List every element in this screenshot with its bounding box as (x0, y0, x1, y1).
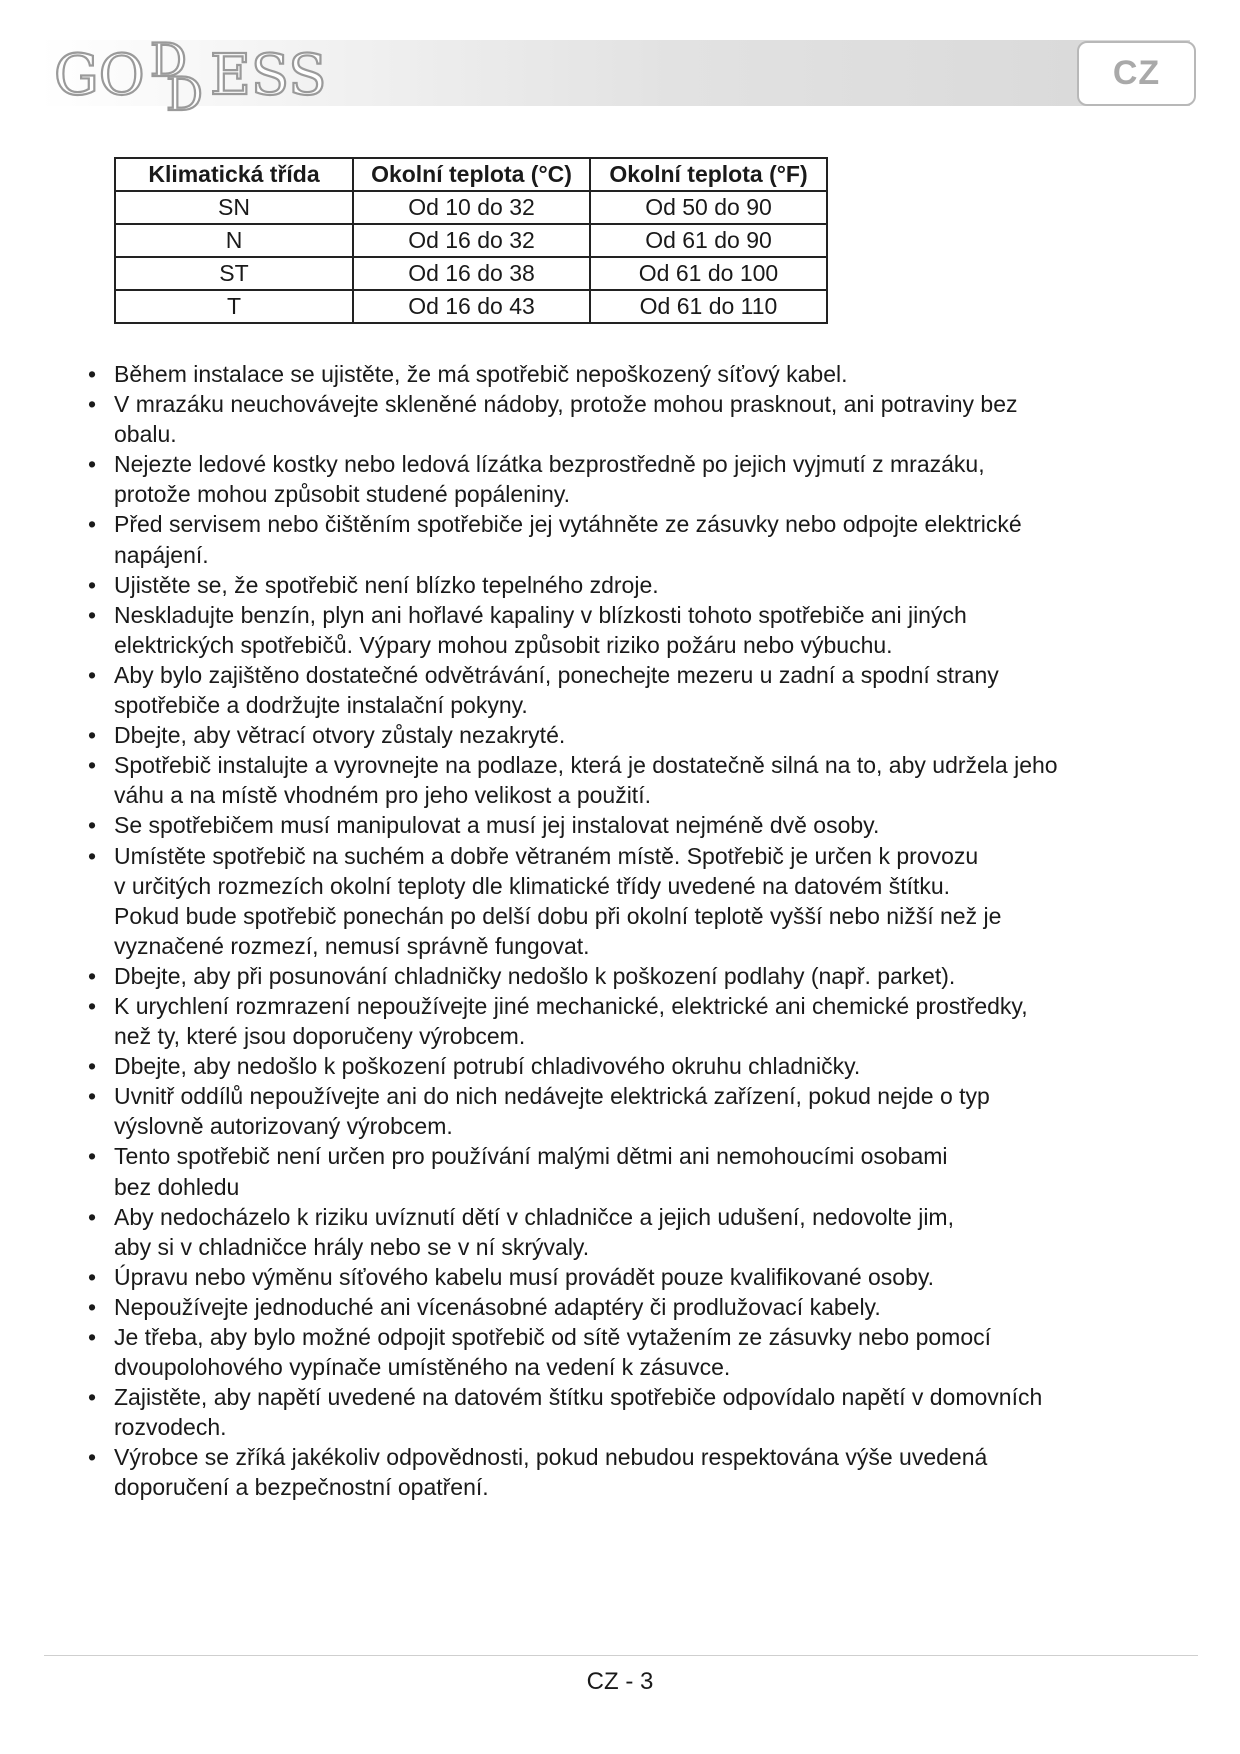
list-item-text: elektrických spotřebičů. Výpary mohou způsobit riziko požáru nebo výbuchu. (114, 631, 893, 658)
bullet-icon: • (88, 1203, 97, 1230)
list-item-text: bez dohledu (114, 1173, 240, 1200)
bullet-icon: • (88, 962, 97, 989)
bullet-icon: • (88, 1263, 97, 1290)
list-item (84, 1442, 1194, 1502)
list-item-text: Aby nedocházelo k riziku uvíznutí dětí v chladničce a jejich udušení, nedovolte jim, (114, 1203, 954, 1230)
bullet-icon: • (88, 1384, 97, 1411)
bullet-icon: • (88, 451, 97, 478)
table-cell: Od 61 do 100 (590, 257, 827, 290)
table-cell: Od 16 do 38 (353, 257, 590, 290)
table-cell: Od 16 do 43 (353, 290, 590, 323)
table-cell: Od 61 do 90 (590, 224, 827, 257)
climate-class-table (114, 157, 828, 324)
table-header-row (115, 158, 827, 191)
table-cell: Od 16 do 32 (353, 224, 590, 257)
bullet-icon: • (88, 1083, 97, 1110)
bullet-icon: • (88, 1053, 97, 1080)
list-item (84, 961, 1194, 991)
list-item (84, 1382, 1194, 1442)
table-cell: T (115, 290, 353, 323)
footer-divider (44, 1655, 1198, 1656)
list-item-text: Je třeba, aby bylo možné odpojit spotřebič od sítě vytažením ze zásuvky nebo pomocí (114, 1324, 992, 1350)
safety-warnings-list (84, 359, 1194, 1503)
list-item-text: rozvodech. (114, 1414, 227, 1441)
list-item-text: Umístěte spotřebič na suchém a dobře větraném místě. Spotřebič je určen k provozu (114, 842, 979, 869)
table-row (115, 257, 827, 290)
list-item-text: napájení. (114, 541, 209, 568)
list-item-text: Zajistěte, aby napětí uvedené na datovém štítku spotřebiče odpovídalo napětí v domovních (114, 1384, 1043, 1411)
list-item-text: Dbejte, aby při posunování chladničky nedošlo k poškození podlahy (např. parket). (114, 962, 956, 989)
list-item (84, 1081, 1194, 1141)
list-item-text: v určitých rozmezích okolní teploty dle klimatické třídy uvedené na datovém štítku. (114, 872, 951, 899)
list-item (84, 1141, 1194, 1201)
svg-text:ESS: ESS (210, 43, 327, 108)
list-item-text: Aby bylo zajištěno dostatečné odvětrávání, ponechejte mezeru u zadní a spodní strany (114, 661, 999, 688)
list-item-text: Tento spotřebič není určen pro používání malými dětmi ani nemohoucími osobami (114, 1143, 948, 1170)
list-item-text: Během instalace se ujistěte, že má spotřebič nepoškozený síťový kabel. (114, 361, 848, 387)
language-tab: CZ (1077, 41, 1196, 106)
list-item-text: Neskladujte benzín, plyn ani hořlavé kapaliny v blízkosti tohoto spotřebiče ani jiných (114, 601, 967, 628)
bullet-icon: • (88, 511, 97, 538)
column-header: Klimatická třída (115, 158, 353, 191)
table-cell: SN (115, 191, 353, 224)
list-item-text: vyznačené rozmezí, nemusí správně fungovat. (114, 932, 590, 959)
list-item (84, 449, 1194, 509)
table-cell: Od 10 do 32 (353, 191, 590, 224)
list-item (84, 1262, 1194, 1292)
column-header: Okolní teplota (°C) (353, 158, 590, 191)
brand-logo (54, 36, 354, 116)
list-item-text: V mrazáku neuchovávejte skleněné nádoby, protože mohou prasknout, ani potraviny bez (114, 391, 1018, 418)
table-row (115, 224, 827, 257)
list-item (84, 1051, 1194, 1081)
list-item (84, 720, 1194, 750)
table-cell: ST (115, 257, 353, 290)
list-item (84, 389, 1194, 449)
list-item (84, 841, 1194, 961)
list-item-text: Dbejte, aby nedošlo k poškození potrubí chladivového okruhu chladničky. (114, 1053, 861, 1080)
list-item-text: Se spotřebičem musí manipulovat a musí jej instalovat nejméně dvě osoby. (114, 812, 880, 839)
bullet-icon: • (88, 571, 97, 598)
bullet-icon: • (88, 722, 97, 749)
list-item-text: obalu. (114, 421, 177, 448)
list-item-text: Ujistěte se, že spotřebič není blízko tepelného zdroje. (114, 571, 659, 598)
list-item-text: protože mohou způsobit studené popáleniny. (114, 481, 571, 508)
list-item (84, 991, 1194, 1051)
table-row (115, 191, 827, 224)
list-item-text: doporučení a bezpečnostní opatření. (114, 1474, 489, 1501)
list-item-text: Úpravu nebo výměnu síťového kabelu musí provádět pouze kvalifikované osoby. (114, 1263, 935, 1290)
list-item (84, 1322, 1194, 1382)
list-item-text: K urychlení rozmrazení nepoužívejte jiné mechanické, elektrické ani chemické prostředky, (114, 992, 1028, 1019)
bullet-icon: • (88, 1444, 97, 1471)
list-item (84, 810, 1194, 840)
list-item (84, 509, 1194, 569)
table-row (115, 290, 827, 323)
list-item-text: Pokud bude spotřebič ponechán po delší dobu při okolní teplotě vyšší nebo nižší než je (114, 902, 1002, 929)
list-item (84, 600, 1194, 660)
list-item-text: aby si v chladničce hrály nebo se v ní skrývaly. (114, 1233, 590, 1260)
list-item-text: Nepoužívejte jednoduché ani vícenásobné adaptéry či prodlužovací kabely. (114, 1293, 881, 1320)
svg-text:D: D (150, 36, 187, 87)
list-item-text: než ty, které jsou doporučeny výrobcem. (114, 1023, 526, 1050)
list-item-text: Nejezte ledové kostky nebo ledová lízátka bezprostředně po jejich vyjmutí z mrazáku, (114, 451, 985, 478)
list-item (84, 1292, 1194, 1322)
goddess-logo-icon (54, 36, 354, 116)
bullet-icon: • (88, 661, 97, 688)
table-cell: N (115, 224, 353, 257)
list-item-text: spotřebiče a dodržujte instalační pokyny. (114, 692, 528, 719)
bullet-icon: • (88, 361, 97, 387)
bullet-icon: • (88, 812, 97, 839)
list-item-text: dvoupolohového vypínače umístěného na vedení k zásuvce. (114, 1354, 731, 1381)
list-item-text: Dbejte, aby větrací otvory zůstaly nezakryté. (114, 722, 566, 749)
column-header: Okolní teplota (°F) (590, 158, 827, 191)
bullet-icon: • (88, 601, 97, 628)
bullet-icon: • (88, 391, 97, 418)
list-item-text: váhu a na místě vhodném pro jeho velikost a použití. (114, 782, 651, 809)
table-cell: Od 50 do 90 (590, 191, 827, 224)
bullet-icon: • (88, 1324, 97, 1350)
list-item (84, 359, 1194, 389)
list-item (84, 750, 1194, 810)
list-item (84, 1202, 1194, 1262)
list-item-text: Uvnitř oddílů nepoužívejte ani do nich nedávejte elektrická zařízení, pokud nejde o typ (114, 1083, 990, 1110)
bullet-icon: • (88, 842, 97, 869)
list-item (84, 660, 1194, 720)
table-cell: Od 61 do 110 (590, 290, 827, 323)
list-item-text: Před servisem nebo čištěním spotřebiče jej vytáhněte ze zásuvky nebo odpojte elektrické (114, 511, 1022, 538)
bullet-icon: • (88, 1293, 97, 1320)
list-item-text: Výrobce se zříká jakékoliv odpovědnosti, pokud nebudou respektována výše uvedená (114, 1444, 988, 1471)
bullet-icon: • (88, 1143, 97, 1170)
bullet-icon: • (88, 992, 97, 1019)
svg-text:GO: GO (54, 43, 145, 108)
list-item (84, 570, 1194, 600)
list-item-text: Spotřebič instalujte a vyrovnejte na podlaze, která je dostatečně silná na to, aby udržela jeho (114, 752, 1058, 779)
bullet-icon: • (88, 752, 97, 779)
list-item-text: výslovně autorizovaný výrobcem. (114, 1113, 453, 1140)
svg-text:D: D (166, 67, 203, 116)
page-number: CZ - 3 (586, 1668, 654, 1695)
